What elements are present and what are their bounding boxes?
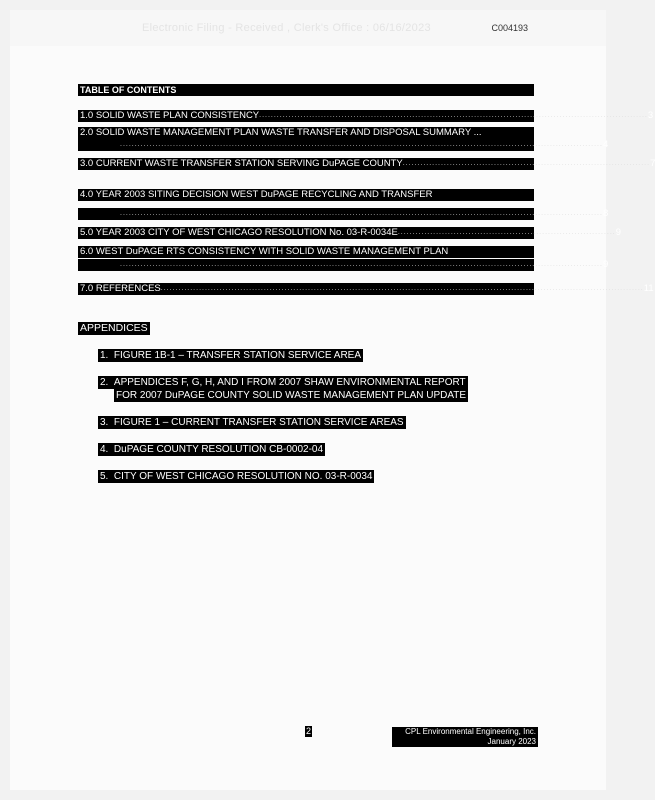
toc-leader: .................................................................................................................................................................... — [160, 285, 644, 292]
appendix-item — [98, 376, 468, 389]
appendices-title: APPENDICES — [80, 322, 148, 334]
toc-leader: .................................................................................................................................................................... — [120, 210, 603, 217]
appendix-text: FIGURE 1B-1 – TRANSFER STATION SERVICE AREA — [113, 350, 362, 361]
toc-entry — [78, 227, 622, 239]
toc-leader: .................................................................................................................................................................... — [120, 261, 603, 268]
toc-entry-page: 7 — [650, 158, 655, 169]
toc-entry — [78, 189, 534, 201]
toc-entry-text: 7.0 REFERENCES — [80, 283, 161, 294]
toc-entry-text: 6.0 WEST DuPAGE RTS CONSISTENCY WITH SOLID WASTE MANAGEMENT PLAN — [80, 246, 449, 257]
toc-entry-page: 11 — [643, 283, 654, 294]
toc-entry-text: 3.0 CURRENT WASTE TRANSFER STATION SERVING DuPAGE COUNTY — [80, 158, 403, 169]
toc-entry — [78, 283, 654, 295]
toc-entry-page: 3 — [647, 110, 654, 121]
toc-entry-page: 9 — [602, 259, 609, 270]
appendix-number: 3. — [100, 417, 109, 428]
toc-entry-text: 5.0 YEAR 2003 CITY OF WEST CHICAGO RESOLUTION No. 03-R-0034E — [80, 227, 398, 238]
page-number: 2 — [306, 726, 312, 736]
toc-entry — [78, 158, 655, 170]
appendix-text: FOR 2007 DuPAGE COUNTY SOLID WASTE MANAGEMENT PLAN UPDATE — [116, 390, 467, 401]
appendix-item-continuation — [114, 389, 468, 402]
toc-entry-page: 8 — [602, 208, 609, 219]
footer-date: January 2023 — [487, 737, 536, 746]
toc-entry — [78, 127, 534, 139]
appendix-number: 1. — [100, 350, 109, 361]
toc-entry-text: 4.0 YEAR 2003 SITING DECISION WEST DuPAGE RECYCLING AND TRANSFER — [80, 189, 433, 200]
toc-leader: .................................................................................... — [402, 160, 651, 167]
footer-company: CPL Environmental Engineering, Inc. — [405, 727, 536, 736]
toc-entry — [78, 110, 654, 122]
appendix-number: 4. — [100, 444, 109, 455]
toc-title: TABLE OF CONTENTS — [78, 84, 534, 96]
toc-entry-text: 2.0 SOLID WASTE MANAGEMENT PLAN WASTE TRANSFER AND DISPOSAL SUMMARY ... — [80, 127, 482, 138]
toc-leader: .......................................................................... — [397, 229, 616, 236]
toc-entry-continuation — [78, 208, 609, 220]
footer-block — [392, 727, 538, 747]
appendix-item — [98, 349, 363, 362]
appendix-item — [98, 416, 406, 429]
document-page — [10, 10, 655, 790]
appendix-item — [98, 443, 325, 456]
appendix-text: FIGURE 1 – CURRENT TRANSFER STATION SERVICE AREAS — [113, 417, 404, 428]
toc-leader: .................................................................................................................................... — [259, 112, 648, 119]
appendix-text: CITY OF WEST CHICAGO RESOLUTION NO. 03-R-0034 — [113, 471, 373, 482]
toc-entry-continuation — [78, 259, 609, 271]
toc-entry-page: 4 — [602, 139, 609, 150]
appendix-item — [98, 470, 374, 483]
toc-entry-continuation — [78, 139, 609, 151]
toc-leader: .................................................................................................................................................................... — [120, 141, 603, 148]
toc-entry — [78, 246, 534, 258]
filing-stamp: Electronic Filing - Received , Clerk's Office : 06/16/2023 — [142, 22, 431, 34]
filing-header — [10, 10, 606, 46]
toc-entry-text: 1.0 SOLID WASTE PLAN CONSISTENCY — [80, 110, 260, 121]
appendix-text: DuPAGE COUNTY RESOLUTION CB-0002-04 — [113, 444, 324, 455]
appendix-number: 2. — [100, 377, 109, 388]
document-id: C004193 — [491, 23, 528, 33]
toc-entry-page: 9 — [615, 227, 622, 238]
appendix-number: 5. — [100, 471, 109, 482]
appendix-text: APPENDICES F, G, H, AND I FROM 2007 SHAW ENVIRONMENTAL REPORT — [113, 377, 466, 388]
